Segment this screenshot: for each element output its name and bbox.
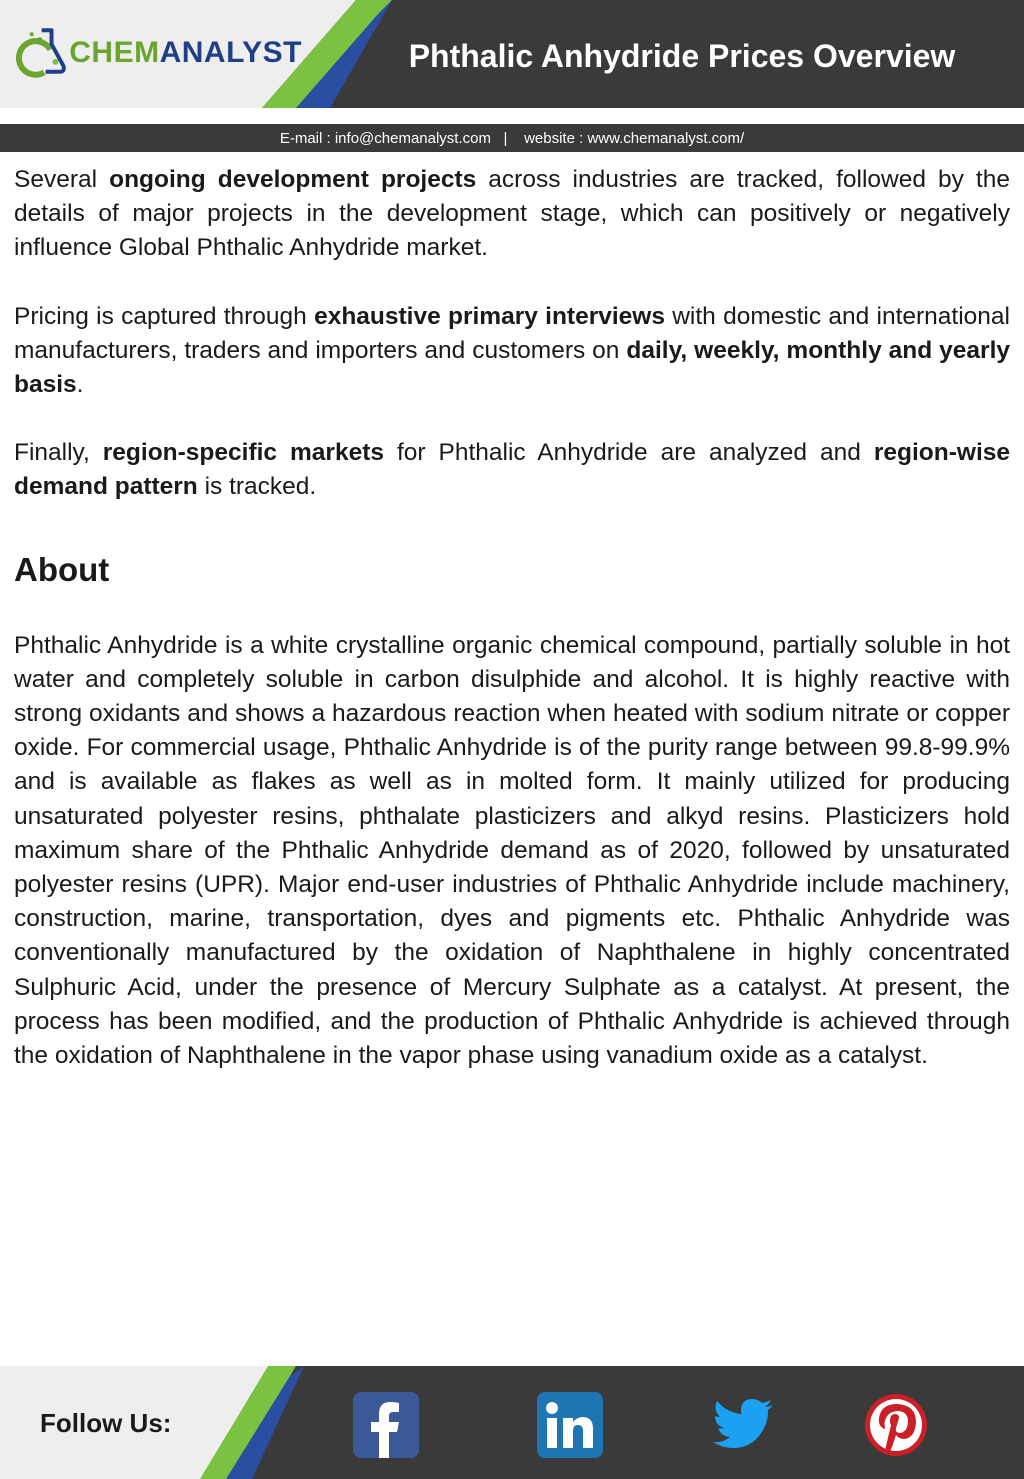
paragraph-regional-markets (14, 436, 1010, 504)
contact-divider: | (503, 129, 508, 147)
page-header (0, 0, 1024, 112)
linkedin-icon[interactable] (537, 1392, 603, 1458)
page-title: Phthalic Anhydride Prices Overview (408, 38, 956, 74)
p2-bold-1: exhaustive primary interviews (314, 302, 665, 330)
twitter-icon[interactable] (711, 1392, 777, 1458)
facebook-icon[interactable] (353, 1392, 419, 1458)
p2-text-2: with domestic and international manufacturers, traders and importers and customers on (14, 302, 1010, 364)
contact-website[interactable]: website : www.chemanalyst.com/ (524, 129, 745, 147)
p2-text-1: Pricing is captured through (14, 302, 315, 330)
p3-text-2: for Phthalic Anhydride are analyzed and (383, 439, 874, 467)
about-heading: About (14, 550, 110, 588)
p3-text-3: is tracked. (197, 473, 317, 501)
p2-text-3: . (76, 371, 84, 399)
paragraph-pricing (14, 300, 1010, 403)
paragraph-development-projects (14, 163, 1010, 266)
contact-email[interactable]: E-mail : info@chemanalyst.com (279, 129, 491, 147)
p1-bold-1: ongoing development projects (109, 166, 477, 193)
flask-logo-icon (12, 22, 73, 84)
pinterest-icon[interactable] (863, 1392, 929, 1458)
paragraph-about: Phthalic Anhydride is a white crystalline organic chemical compound, partially soluble in hot water and completely soluble in carbon disulphide and alcohol. It is highly reactive with strong oxidants and shows a hazardous reaction when heated with sodium nitrate or copper oxide. For commercial usage, Phthalic Anhydride is of the purity range between 99.8-99.9% and is available as flakes as well as in molted form. It mainly utilized for producing unsaturated polyester resins, phthalate plasticizers and alkyd resins. Plasticizers hold maximum share of the Phthalic Anhydride demand as of 2020, followed by unsaturated polyester resins (UPR). Major end-user industries of Phthalic Anhydride include machinery, construction, marine, transportation, dyes and pigments etc. Phthalic Anhydride was conventionally manufactured by the oxidation of Naphthalene in highly concentrated Sulphuric Acid, under the presence of Mercury Sulphate as a catalyst. At present, the process has been modified, and the production of Phthalic Anhydride is achieved through the oxidation of Naphthalene in the vapor phase using vanadium oxide as a catalyst. (14, 631, 1010, 1070)
chemanalyst-logo[interactable] (12, 22, 302, 84)
logo-text-analyst: ANALYST (159, 36, 302, 69)
logo-wordmark (69, 36, 302, 70)
page-footer (0, 1366, 1024, 1479)
p1-text-1: Several (14, 166, 110, 193)
p3-bold-1: region-specific markets (102, 439, 384, 467)
contact-separator-2 (507, 130, 524, 147)
follow-us-label: Follow Us: (40, 1408, 172, 1438)
contact-bar (0, 124, 1024, 152)
p3-bold-2: region-wise demand pattern (14, 439, 1010, 501)
p2-bold-2: daily, weekly, monthly and yearly basis (14, 336, 1010, 399)
contact-separator (491, 130, 504, 147)
logo-text-chem: CHEM (69, 36, 160, 69)
main-content (14, 163, 1010, 1073)
p1-text-2: across industries are tracked, followed by the details of major projects in the development stage, which can positively or negatively influence Global Phthalic Anhydride market. (14, 166, 1010, 262)
p3-text-1: Finally, (14, 439, 103, 467)
